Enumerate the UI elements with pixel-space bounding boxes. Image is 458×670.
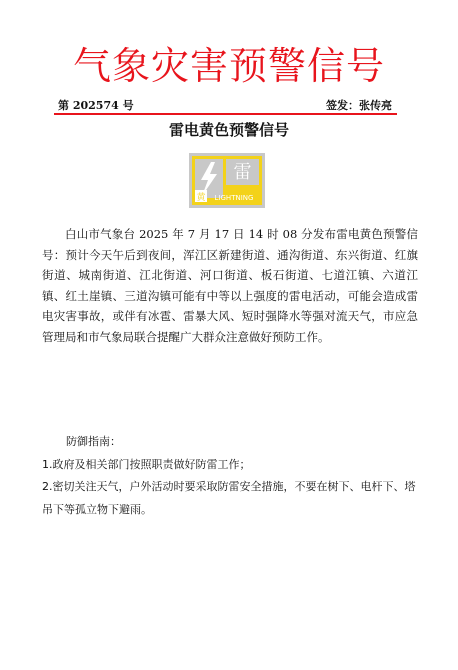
signed-by: 签发：张传亮	[326, 99, 392, 112]
document-meta-row	[58, 97, 392, 113]
guide-heading: 防御指南：	[66, 435, 121, 448]
lightning-yellow-warning-icon	[189, 153, 265, 208]
defense-guide	[42, 431, 418, 521]
issue-number: 第 202574 号	[58, 99, 134, 112]
red-divider	[54, 113, 397, 115]
warning-body: 白山市气象台 2025 年 7 月 17 日 14 时 08 分发布雷电黄色预警信号：预计今天午后到夜间，浑江区新建街道、通沟街道、东兴街道、红旗街道、城南街道、江北街道、河口街道、板石街道、七道江镇、六道江镇、红土崖镇、三道沟镇可能有中等以上强度的雷电活动，可能会造成雷电灾害事故，或伴有冰雹、雷暴大风、短时强降水等强对流天气，市应急管理局和市气象局联合提醒广大群众注意做好预防工作。	[42, 227, 418, 344]
warning-title: 雷电黄色预警信号	[168, 121, 289, 139]
icon-badge: 黄	[196, 193, 206, 203]
guide-item: 2.密切关注天气，户外活动时要采取防雷安全措施，不要在树下、电杆下、塔吊下等孤立物下避雨。	[42, 480, 416, 516]
masthead-title: 气象灾害预警信号	[72, 44, 385, 88]
icon-char: 雷	[233, 162, 252, 183]
guide-item: 1.政府及相关部门按照职责做好防雷工作；	[42, 457, 251, 471]
icon-caption: LIGHTNING	[214, 194, 254, 202]
lightning-icon-graphic	[189, 153, 265, 208]
